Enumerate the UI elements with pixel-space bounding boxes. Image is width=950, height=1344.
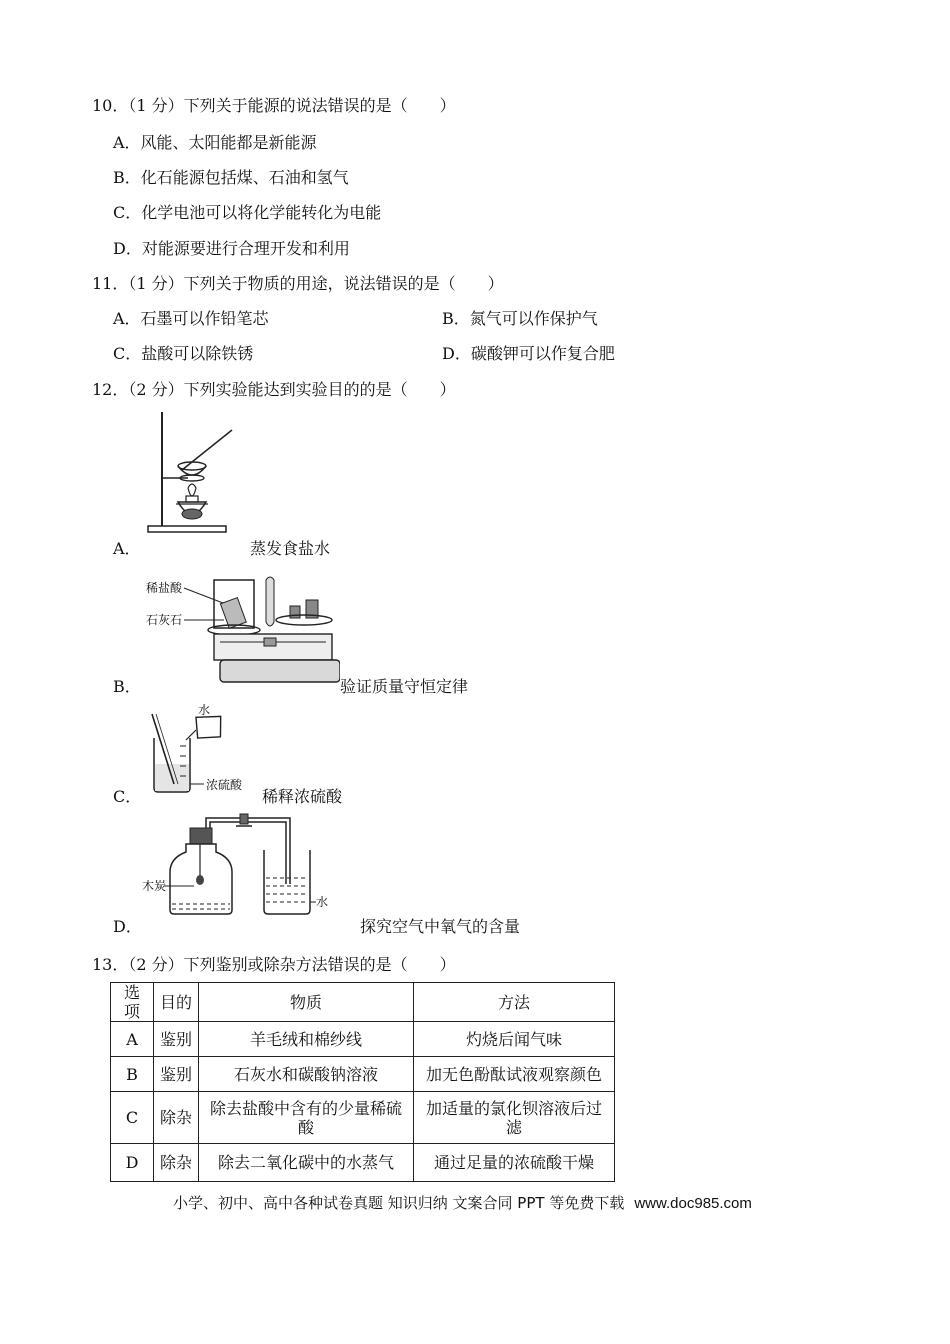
question-12-option-c-letter: C． bbox=[113, 787, 142, 806]
question-10-option-b: B．化石能源包括煤、石油和氢气 bbox=[113, 168, 349, 187]
table-cell: 除杂 bbox=[154, 1092, 199, 1144]
footer-url[interactable]: www.doc985.com bbox=[634, 1195, 752, 1212]
footer-text: 小学、初中、高中各种试卷真题 知识归纳 文案合同 PPT 等免费下载 bbox=[173, 1194, 625, 1212]
question-12-option-b-caption: 验证质量守恒定律 bbox=[340, 677, 469, 696]
table-cell: 石灰水和碳酸钠溶液 bbox=[199, 1057, 414, 1092]
question-12-option-a-caption: 蒸发食盐水 bbox=[250, 539, 331, 558]
table-cell: 除杂 bbox=[154, 1144, 199, 1182]
balance-apparatus-figure bbox=[140, 572, 340, 690]
oxygen-content-apparatus-figure bbox=[140, 812, 340, 918]
table-cell: 羊毛绒和棉纱线 bbox=[199, 1022, 414, 1057]
table-cell: A bbox=[111, 1022, 154, 1057]
table-cell: 通过足量的浓硫酸干燥 bbox=[414, 1144, 615, 1182]
question-10-option-c: C．化学电池可以将化学能转化为电能 bbox=[113, 203, 382, 222]
label-water-d: 水 bbox=[316, 895, 329, 909]
question-12-option-a-letter: A． bbox=[113, 539, 141, 558]
label-charcoal: 木炭 bbox=[142, 879, 167, 893]
question-11-option-c: C．盐酸可以除铁锈 bbox=[113, 344, 254, 363]
evaporation-apparatus-figure bbox=[140, 408, 240, 538]
table-row bbox=[111, 1144, 615, 1182]
question-11-option-d: D．碳酸钾可以作复合肥 bbox=[442, 344, 615, 363]
question-13-stem: 13．（2 分）下列鉴别或除杂方法错误的是（ ） bbox=[92, 955, 456, 974]
table-cell: B bbox=[111, 1057, 154, 1092]
table-row bbox=[111, 1057, 615, 1092]
table-cell: 鉴别 bbox=[154, 1022, 199, 1057]
table-header-row bbox=[111, 983, 615, 1022]
question-11-option-b: B．氮气可以作保护气 bbox=[442, 309, 598, 328]
question-12-option-d-caption: 探究空气中氧气的含量 bbox=[360, 917, 521, 936]
table-cell: D bbox=[111, 1144, 154, 1182]
page-footer bbox=[173, 1192, 752, 1213]
label-dilute-hcl: 稀盐酸 bbox=[146, 581, 183, 595]
question-13-table bbox=[110, 982, 615, 1182]
label-limestone: 石灰石 bbox=[146, 613, 183, 627]
dilution-apparatus-figure bbox=[140, 700, 260, 798]
table-cell: 除去盐酸中含有的少量稀硫酸 bbox=[199, 1092, 414, 1144]
question-12-stem: 12．（2 分）下列实验能达到实验目的的是（ ） bbox=[92, 380, 456, 399]
question-11-stem: 11．（1 分）下列关于物质的用途，说法错误的是（ ） bbox=[92, 274, 504, 293]
table-row bbox=[111, 1092, 615, 1144]
question-10-option-a: A．风能、太阳能都是新能源 bbox=[113, 133, 317, 152]
table-cell: 灼烧后闻气味 bbox=[414, 1022, 615, 1057]
question-12-option-b-letter: B． bbox=[113, 677, 141, 696]
table-cell: 鉴别 bbox=[154, 1057, 199, 1092]
question-10-option-d: D．对能源要进行合理开发和利用 bbox=[113, 239, 350, 258]
table-header-cell: 目的 bbox=[154, 983, 199, 1022]
table-header-cell: 物质 bbox=[199, 983, 414, 1022]
table-header-cell: 选项 bbox=[111, 983, 154, 1022]
table-cell: 加无色酚酞试液观察颜色 bbox=[414, 1057, 615, 1092]
label-conc-sulfuric-acid: 浓硫酸 bbox=[206, 778, 243, 792]
table-cell: 加适量的氯化钡溶液后过滤 bbox=[414, 1092, 615, 1144]
table-header-cell: 方法 bbox=[414, 983, 615, 1022]
table-cell: 除去二氧化碳中的水蒸气 bbox=[199, 1144, 414, 1182]
question-12-option-c-caption: 稀释浓硫酸 bbox=[262, 787, 343, 806]
table-row bbox=[111, 1022, 615, 1057]
label-water: 水 bbox=[198, 703, 211, 717]
question-12-option-d-letter: D． bbox=[113, 917, 142, 936]
table-cell: C bbox=[111, 1092, 154, 1144]
question-10-stem: 10．（1 分）下列关于能源的说法错误的是（ ） bbox=[92, 96, 456, 115]
question-11-option-a: A．石墨可以作铅笔芯 bbox=[113, 309, 269, 328]
